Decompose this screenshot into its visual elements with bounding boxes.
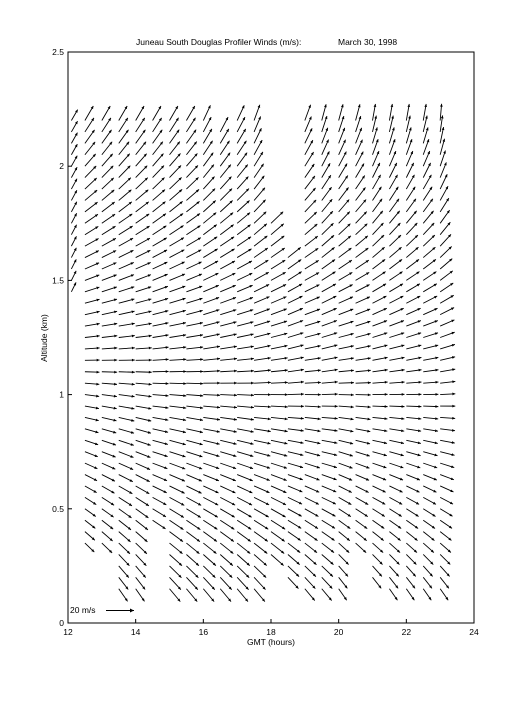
- y-axis: [52, 47, 72, 628]
- x-tick-label: 24: [469, 627, 479, 637]
- wind-vector-head: [436, 393, 439, 396]
- wind-vector-head: [418, 405, 421, 408]
- y-tick-label: 1: [59, 389, 64, 400]
- wind-vector-head: [217, 394, 220, 397]
- wind-vector-head: [334, 356, 337, 359]
- wind-vector-head: [182, 455, 185, 458]
- wind-vector-head: [217, 406, 220, 409]
- x-axis: [63, 619, 479, 637]
- wind-vector-head: [308, 105, 311, 108]
- wind-vector-head: [183, 358, 186, 361]
- wind-vector-head: [351, 381, 354, 384]
- wind-vector-head: [285, 393, 288, 396]
- wind-vector-head: [301, 381, 304, 384]
- wind-vector-head: [285, 381, 288, 384]
- wind-vector-head: [250, 466, 253, 469]
- wind-vector-head: [217, 333, 220, 336]
- wind-vector-head: [97, 371, 100, 374]
- wind-vector-head: [402, 405, 405, 408]
- wind-vector-head: [114, 347, 117, 350]
- wind-vector-head: [402, 393, 405, 396]
- reference-vector-label: 20 m/s: [70, 605, 96, 615]
- wind-vector-head: [401, 332, 404, 335]
- wind-vector-head: [435, 332, 438, 335]
- wind-vector-head: [351, 369, 354, 372]
- wind-vector-head: [114, 371, 117, 374]
- wind-vector-head: [131, 443, 134, 446]
- wind-vector-head: [251, 406, 254, 409]
- chart-date: March 30, 1998: [338, 37, 398, 47]
- wind-vector-head: [166, 370, 169, 373]
- wind-vector-head: [95, 442, 98, 445]
- wind-vector-head: [417, 466, 420, 469]
- wind-vector-head: [114, 359, 117, 362]
- wind-vector-head: [440, 104, 443, 107]
- x-tick-label: 12: [63, 627, 73, 637]
- wind-vector-head: [367, 321, 370, 324]
- wind-vector-head: [419, 381, 422, 384]
- wind-vector-head: [217, 370, 220, 373]
- wind-vector-head: [149, 347, 152, 350]
- wind-vector-head: [335, 381, 338, 384]
- reference-vector: [70, 605, 134, 615]
- wind-vector-head: [359, 116, 362, 119]
- wind-vector-head: [368, 381, 371, 384]
- wind-vector-head: [200, 358, 203, 361]
- x-tick-label: 22: [401, 627, 412, 637]
- wind-vector-head: [267, 466, 270, 469]
- wind-vector-head: [351, 393, 354, 396]
- wind-vector-head: [301, 405, 304, 408]
- wind-vector-head: [267, 345, 270, 348]
- wind-vector-head: [368, 345, 371, 348]
- wind-vector-head: [97, 359, 100, 362]
- wind-vector-head: [183, 382, 186, 385]
- wind-vector-head: [442, 127, 445, 130]
- wind-vector-head: [268, 405, 271, 408]
- wind-vector-head: [452, 405, 455, 408]
- wind-vector-head: [368, 406, 371, 409]
- wind-vector-head: [114, 383, 117, 386]
- wind-vector-head: [132, 371, 135, 374]
- wind-vector-head: [149, 383, 152, 386]
- wind-vector-head: [199, 286, 202, 289]
- y-axis-label: Altitude (km): [39, 314, 49, 362]
- wind-vector-head: [200, 394, 203, 397]
- wind-vector-head: [427, 139, 430, 142]
- wind-vector-head: [284, 345, 287, 348]
- wind-vector-head: [131, 286, 134, 289]
- wind-vector-head: [200, 370, 203, 373]
- wind-vector-head: [419, 393, 422, 396]
- wind-vector-head: [258, 105, 261, 108]
- y-tick-label: 2: [59, 161, 64, 172]
- y-tick-label: 0: [59, 618, 64, 628]
- wind-vector-head: [97, 347, 100, 350]
- x-tick-label: 18: [266, 627, 276, 637]
- wind-vector-head: [350, 321, 353, 324]
- wind-vector-head: [385, 393, 388, 396]
- wind-vector-head: [251, 370, 254, 373]
- wind-vector-head: [400, 466, 403, 469]
- wind-vector-head: [251, 394, 254, 397]
- wind-vector-head: [333, 478, 336, 481]
- chart-title: Juneau South Douglas Profiler Winds (m/s):: [136, 37, 302, 47]
- wind-vector-head: [132, 347, 135, 350]
- wind-vector-head: [342, 116, 345, 119]
- wind-vector-head: [318, 345, 321, 348]
- wind-vector-head: [284, 466, 287, 469]
- wind-vector-head: [368, 369, 371, 372]
- wind-vector-head: [383, 466, 386, 469]
- wind-vector-head: [183, 322, 186, 325]
- wind-vector-head: [164, 454, 167, 457]
- y-tick-label: 1.5: [52, 275, 64, 286]
- wind-vector-head: [217, 382, 220, 385]
- wind-vector-head: [402, 381, 405, 384]
- wind-vector-head: [385, 381, 388, 384]
- wind-vector-head: [216, 466, 219, 469]
- wind-vector-head: [96, 383, 99, 386]
- wind-vector-head: [451, 465, 454, 468]
- wind-vector-head: [393, 139, 396, 142]
- wind-vector-head: [435, 405, 438, 408]
- wind-vector-head: [434, 466, 437, 469]
- wind-vector-head: [148, 443, 151, 446]
- wind-vector-head: [318, 381, 321, 384]
- wind-vector-head: [318, 393, 321, 396]
- reference-vector-arrowhead: [130, 609, 134, 613]
- wind-vector-head: [335, 405, 338, 408]
- wind-vector-head: [183, 370, 186, 373]
- wind-vector-head: [351, 345, 354, 348]
- wind-vector-head: [351, 406, 354, 409]
- wind-vector-head: [165, 322, 168, 325]
- wind-vector-head: [368, 393, 371, 396]
- wind-vector-head: [318, 405, 321, 408]
- wind-vector-head: [234, 382, 237, 385]
- wind-vector-head: [148, 286, 151, 289]
- wind-vector-head: [132, 383, 135, 386]
- wind-vector-head: [268, 393, 271, 396]
- wind-vector-head: [285, 405, 288, 408]
- wind-vector-head: [233, 466, 236, 469]
- wind-vector-head: [410, 139, 413, 142]
- wind-vector-head: [300, 478, 303, 481]
- wind-vector-head: [132, 359, 135, 362]
- wind-vector-head: [234, 333, 237, 336]
- wind-vector-head: [166, 394, 169, 397]
- wind-vector-head: [199, 455, 202, 458]
- wind-vector-head: [385, 405, 388, 408]
- wind-vector-head: [376, 139, 379, 142]
- wind-vector-head: [165, 286, 168, 289]
- wind-vector-head: [149, 359, 152, 362]
- wind-vector-head: [200, 322, 203, 325]
- wind-vector-head: [418, 332, 421, 335]
- wind-vector-head: [113, 443, 116, 446]
- x-tick-label: 20: [333, 627, 344, 637]
- wind-vector-head: [234, 406, 237, 409]
- wind-vector-head: [96, 287, 99, 290]
- y-tick-label: 2.5: [52, 47, 64, 57]
- wind-vector-head: [443, 151, 446, 154]
- wind-vectors: [71, 104, 455, 602]
- wind-vector-head: [435, 381, 438, 384]
- x-tick-label: 16: [198, 627, 209, 637]
- wind-vector-head: [183, 394, 186, 397]
- wind-vector-head: [384, 332, 387, 335]
- wind-vector-head: [149, 371, 152, 374]
- wind-vector-head: [335, 417, 338, 420]
- wind-vector-head: [335, 393, 338, 396]
- wind-vector-head: [234, 394, 237, 397]
- wind-vector-head: [268, 381, 271, 384]
- wind-vector-head: [301, 356, 304, 359]
- wind-vector-head: [114, 287, 117, 290]
- x-tick-label: 14: [130, 627, 141, 637]
- wind-vector-head: [325, 116, 328, 119]
- wind-vector-head: [317, 466, 320, 469]
- wind-vector-head: [251, 382, 254, 385]
- wind-vector-head: [301, 393, 304, 396]
- wind-vector-head: [452, 393, 455, 396]
- wind-vector-head: [166, 358, 169, 361]
- wind-vector-head: [234, 370, 237, 373]
- wind-vector-head: [200, 382, 203, 385]
- wind-vector-head: [301, 417, 304, 420]
- wind-vector-head: [452, 417, 455, 420]
- x-axis-label: GMT (hours): [246, 637, 296, 647]
- y-tick-label: 0.5: [52, 503, 64, 514]
- wind-vector-head: [251, 333, 254, 336]
- wind-vector-head: [166, 382, 169, 385]
- wind-vector-head: [182, 286, 185, 289]
